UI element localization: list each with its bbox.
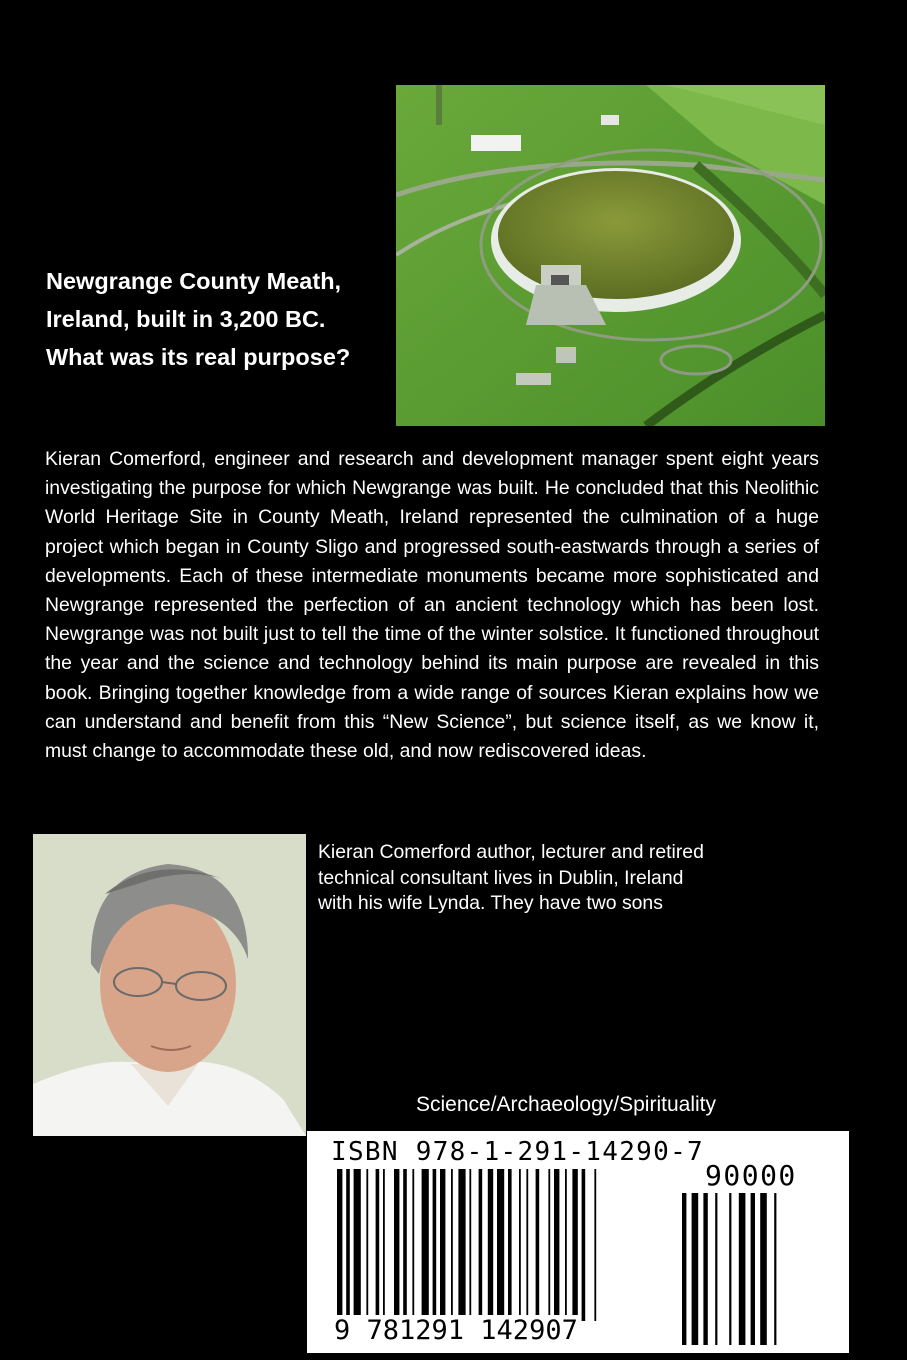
price-code: 90000 xyxy=(705,1159,797,1192)
barcode-bar xyxy=(554,1169,559,1321)
barcode-bar xyxy=(366,1169,368,1321)
barcode-bar xyxy=(354,1169,361,1321)
barcode-bar xyxy=(582,1169,586,1321)
headline-line-1: Newgrange County Meath, xyxy=(46,268,342,294)
isbn-label: ISBN 978-1-291-14290-7 xyxy=(331,1137,704,1167)
barcode-bar xyxy=(376,1169,380,1321)
price-bar xyxy=(751,1193,755,1345)
barcode-bar xyxy=(337,1169,342,1321)
barcode-bar xyxy=(458,1169,465,1321)
author-bio-line-1: Kieran Comerford author, lecturer and retired xyxy=(318,841,704,863)
headline-line-2: Ireland, built in 3,200 BC. xyxy=(46,306,326,332)
price-bar xyxy=(774,1193,776,1345)
author-bio-line-2: technical consultant lives in Dublin, Ireland xyxy=(318,866,684,889)
barcode-bar xyxy=(469,1169,471,1321)
barcode-bar xyxy=(548,1169,550,1321)
barcode-bar xyxy=(451,1169,453,1321)
barcode-bar xyxy=(488,1169,493,1321)
author-bio-line-3: with his wife Lynda. They have two sons xyxy=(318,892,663,914)
author-bio xyxy=(318,840,748,917)
barcode-bar xyxy=(594,1169,596,1321)
barcode-bar xyxy=(526,1169,528,1321)
price-bar xyxy=(692,1193,699,1345)
newgrange-aerial-photo xyxy=(396,85,825,426)
barcode-bar xyxy=(572,1169,577,1321)
price-bar xyxy=(739,1193,746,1345)
barcode-bar xyxy=(412,1169,414,1321)
barcode-bar xyxy=(497,1169,504,1321)
barcode-bar xyxy=(383,1169,385,1321)
price-bar xyxy=(760,1193,767,1345)
barcode-digits: 9 781291 142907 xyxy=(331,1315,581,1346)
barcode-bar xyxy=(346,1169,350,1321)
barcode-bar xyxy=(479,1169,483,1321)
price-bar xyxy=(715,1193,717,1345)
barcode-bar xyxy=(536,1169,540,1321)
price-bar xyxy=(729,1193,731,1345)
barcode-bar xyxy=(440,1169,445,1321)
barcode-bar xyxy=(403,1169,407,1321)
headline xyxy=(46,262,386,376)
price-bar xyxy=(703,1193,707,1345)
barcode-bar xyxy=(565,1169,567,1321)
price-bar xyxy=(682,1193,686,1345)
barcode-bar xyxy=(519,1169,521,1321)
author-portrait xyxy=(33,834,306,1136)
barcode-bar xyxy=(422,1169,429,1321)
book-description: Kieran Comerford, engineer and research and development manager spent eight years investigating the purpose for which Newgrange was built. He concluded that this Neolithic World Heritage Site in County Meath, Ireland represented the culmination of a huge project which began in County Sligo and progressed south-eastwards through a series of developments. Each of these intermediate monuments became more sophisticated and Newgrange represented the perfection of an ancient technology which has been lost. Newgrange was not built just to tell the time of the winter solstice. It functioned throughout the year and the science and technology behind its main purpose are revealed in this book. Bringing together knowledge from a wide range of sources Kieran explains how we can understand and benefit from this “New Science”, but science itself, as we know it, must change to accommodate these old, and now rediscovered ideas. xyxy=(45,448,819,763)
barcode-bar xyxy=(508,1169,512,1321)
barcode-bar xyxy=(394,1169,399,1321)
barcode-bar xyxy=(433,1169,437,1321)
isbn-barcode xyxy=(307,1131,849,1353)
headline-line-3: What was its real purpose? xyxy=(46,344,351,370)
category-label: Science/Archaeology/Spirituality xyxy=(416,1093,716,1116)
